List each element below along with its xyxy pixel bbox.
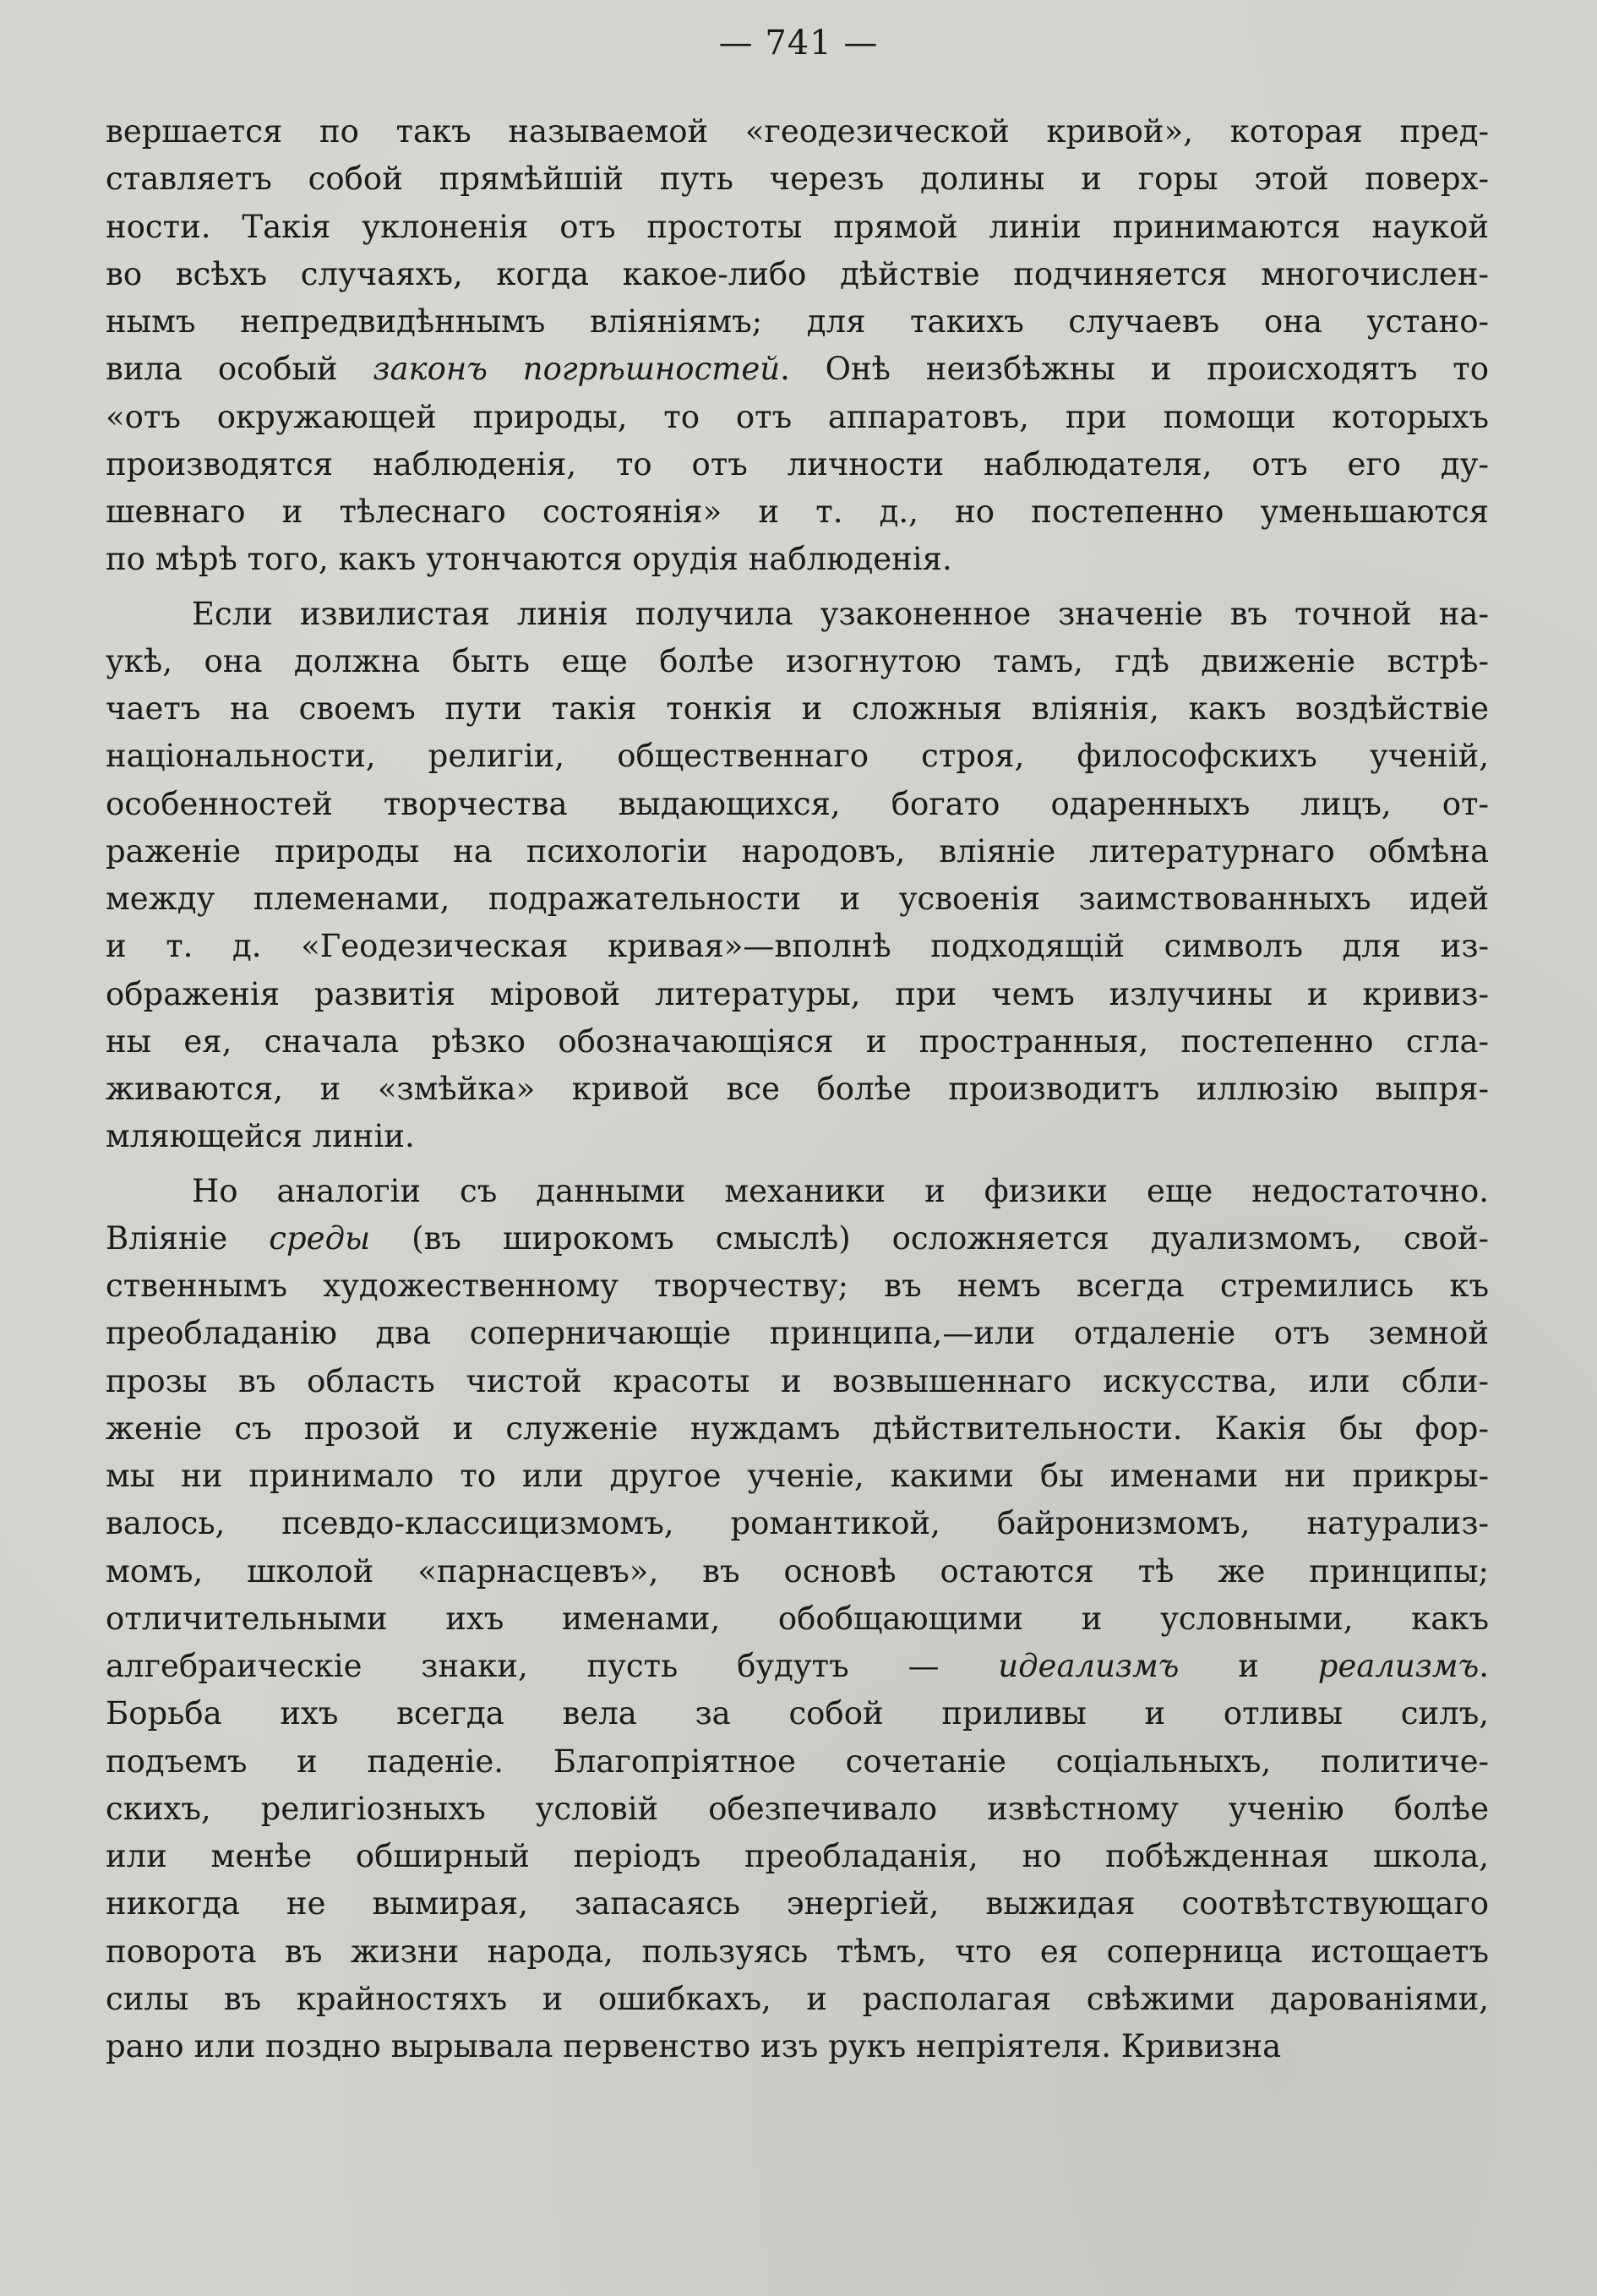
- paragraph: [106, 591, 1489, 1161]
- text-segment: скихъ, религіозныхъ условій обезпечивало извѣстному ученію болѣе: [106, 1790, 1489, 1827]
- text-segment: прозы въ область чистой красоты и возвышеннаго искусства, или сбли-: [106, 1362, 1489, 1399]
- text-line: [106, 298, 1489, 346]
- text-line: [106, 685, 1489, 733]
- text-line: [106, 971, 1489, 1018]
- italic-text: идеализмъ: [998, 1648, 1180, 1684]
- text-line: [106, 1215, 1489, 1263]
- text-segment: рано или поздно вырывала первенство изъ рукъ непріятеля. Кривизна: [106, 2028, 1282, 2064]
- text-line: [106, 1690, 1489, 1737]
- text-segment: .: [1479, 1648, 1489, 1684]
- text-line: [106, 2023, 1489, 2070]
- text-segment: преобладанію два соперничающіе принципа,—или отдаленіе отъ земной: [106, 1315, 1489, 1352]
- body-text: [106, 108, 1489, 2077]
- text-line: [106, 1548, 1489, 1595]
- text-line: [106, 251, 1489, 298]
- text-segment: алгебраическіе знаки, пусть будутъ —: [106, 1648, 999, 1684]
- text-line: [106, 781, 1489, 828]
- text-segment: по мѣрѣ того, какъ утончаются орудія наблюденія.: [106, 541, 952, 578]
- text-segment: шевнаго и тѣлеснаго состоянія» и т. д., но постепенно уменьшаются: [106, 494, 1489, 530]
- text-segment: подъемъ и паденіе. Благопріятное сочетаніе соціальныхъ, политиче-: [106, 1742, 1489, 1780]
- text-segment: или менѣе обширный періодъ преобладанія, но побѣжденная школа,: [106, 1838, 1489, 1874]
- text-line: [106, 204, 1489, 251]
- paragraph: [106, 1168, 1489, 2071]
- text-segment: момъ, школой «парнасцевъ», въ основѣ остаются тѣ же принципы;: [106, 1552, 1489, 1590]
- text-line: [106, 346, 1489, 393]
- text-segment: нымъ непредвидѣннымъ вліяніямъ; для такихъ случаевъ она устано-: [106, 303, 1489, 340]
- text-segment: раженіе природы на психологіи народовъ, вліяніе литературнаго обмѣна: [106, 832, 1489, 870]
- text-segment: производятся наблюденія, то отъ личности наблюдателя, отъ его ду-: [106, 445, 1489, 483]
- text-segment: Вліяніе: [106, 1219, 270, 1257]
- text-line: [106, 1310, 1489, 1357]
- text-line: [106, 1018, 1489, 1066]
- text-line: [106, 1168, 1489, 1215]
- text-line: [106, 591, 1489, 638]
- text-line: [106, 441, 1489, 488]
- text-line: [106, 828, 1489, 875]
- text-line: [106, 1113, 1489, 1160]
- text-segment: ственнымъ художественному творчеству; въ немъ всегда стремились къ: [106, 1268, 1489, 1304]
- text-line: [106, 1928, 1489, 1976]
- text-segment: укѣ, она должна быть еще болѣе изогнутою тамъ, гдѣ движеніе встрѣ-: [106, 642, 1489, 679]
- text-line: [106, 1453, 1489, 1500]
- text-line: [106, 488, 1489, 536]
- text-line: [106, 108, 1489, 155]
- text-line: [106, 1976, 1489, 2023]
- text-line: [106, 394, 1489, 441]
- text-segment: Если извилистая линія получила узаконенное значеніе въ точной на-: [192, 595, 1489, 632]
- text-segment: Борьба ихъ всегда вела за собой приливы и отливы силъ,: [106, 1695, 1489, 1732]
- text-segment: «отъ окружающей природы, то отъ аппаратовъ, при помощи которыхъ: [106, 398, 1489, 435]
- text-segment: живаются, и «змѣйка» кривой все болѣе производитъ иллюзію выпря-: [106, 1071, 1489, 1107]
- text-line: [106, 1405, 1489, 1453]
- text-line: [106, 536, 1489, 583]
- text-line: [106, 1263, 1489, 1310]
- text-segment: національности, религіи, общественнаго строя, философскихъ ученій,: [106, 738, 1489, 775]
- text-segment: . Онѣ неизбѣжны и происходятъ то: [780, 351, 1489, 388]
- text-segment: особенностей творчества выдающихся, богато одаренныхъ лицъ, от-: [106, 785, 1489, 822]
- text-segment: между племенами, подражательности и усвоенія заимствованныхъ идей: [106, 881, 1489, 917]
- text-segment: (въ широкомъ смыслѣ) осложняется дуализмомъ, свой-: [370, 1219, 1489, 1257]
- text-segment: вершается по такъ называемой «геодезической кривой», которая пред-: [106, 113, 1489, 150]
- text-line: [106, 1358, 1489, 1405]
- text-segment: никогда не вымирая, запасаясь энергіей, выжидая соотвѣтствующаго: [106, 1885, 1489, 1922]
- text-segment: ности. Такія уклоненія отъ простоты прямой линіи принимаются наукой: [106, 208, 1489, 245]
- text-segment: и: [1179, 1648, 1318, 1684]
- text-segment: ставляетъ собой прямѣйшій путь черезъ долины и горы этой поверх-: [106, 161, 1489, 198]
- text-segment: ображенія развитія міровой литературы, при чемъ излучины и кривиз-: [106, 975, 1489, 1012]
- text-segment: и т. д. «Геодезическая кривая»—вполнѣ подходящій символъ для из-: [106, 928, 1489, 965]
- text-segment: валось, псевдо-классицизмомъ, романтикой, байронизмомъ, натурализ-: [106, 1505, 1489, 1542]
- text-segment: мляющейся линіи.: [106, 1118, 415, 1155]
- text-line: [106, 733, 1489, 780]
- italic-text: реализмъ: [1317, 1648, 1480, 1684]
- text-segment: мы ни принимало то или другое ученіе, какими бы именами ни прикры-: [106, 1458, 1489, 1494]
- text-line: [106, 1066, 1489, 1113]
- text-line: [106, 1786, 1489, 1833]
- text-segment: ны ея, сначала рѣзко обозначающіяся и пространныя, постепенно сгла-: [106, 1023, 1489, 1060]
- text-line: [106, 923, 1489, 970]
- text-line: [106, 875, 1489, 923]
- italic-text: законъ погрѣшностей: [373, 351, 781, 388]
- text-segment: поворота въ жизни народа, пользуясь тѣмъ, что ея соперница истощаетъ: [106, 1933, 1489, 1970]
- text-segment: женіе съ прозой и служеніе нуждамъ дѣйствительности. Какія бы фор-: [106, 1410, 1489, 1447]
- text-segment: вила особый: [106, 351, 373, 388]
- text-segment: отличительными ихъ именами, обобщающими и условными, какъ: [106, 1600, 1489, 1637]
- text-line: [106, 638, 1489, 685]
- text-line: [106, 1643, 1489, 1690]
- text-line: [106, 155, 1489, 203]
- text-line: [106, 1595, 1489, 1643]
- text-line: [106, 1500, 1489, 1547]
- text-line: [106, 1738, 1489, 1786]
- page-number: — 741 —: [718, 24, 879, 63]
- text-segment: во всѣхъ случаяхъ, когда какое-либо дѣйствіе подчиняется многочислен-: [106, 255, 1489, 292]
- text-segment: силы въ крайностяхъ и ошибкахъ, и располагая свѣжими дарованіями,: [106, 1980, 1489, 2017]
- text-line: [106, 1880, 1489, 1928]
- text-segment: чаетъ на своемъ пути такія тонкія и сложныя вліянія, какъ воздѣйствіе: [106, 690, 1489, 727]
- text-segment: Но аналогіи съ данными механики и физики еще недостаточно.: [192, 1172, 1489, 1209]
- paragraph: [106, 108, 1489, 584]
- italic-text: среды: [269, 1219, 371, 1257]
- text-line: [106, 1833, 1489, 1880]
